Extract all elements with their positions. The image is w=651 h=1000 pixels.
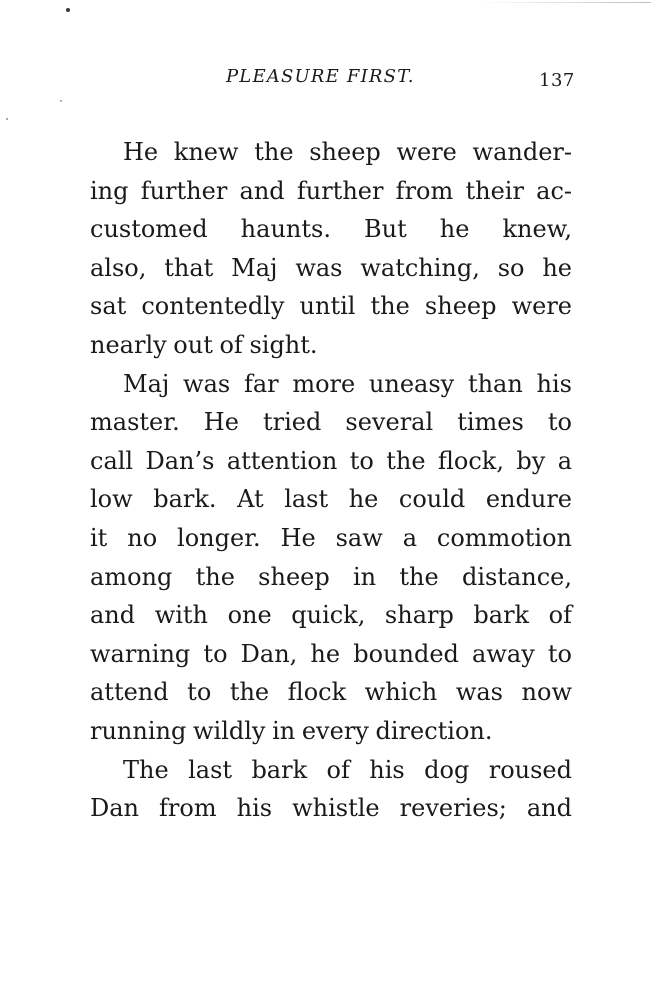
text-line: Dan from his whistle reveries; and (90, 794, 572, 823)
text-line: nearly out of sight. (90, 330, 318, 359)
text-line: ing further and further from their ac- (90, 176, 572, 205)
body-text (90, 133, 572, 828)
text-line: attend to the flock which was now (90, 678, 572, 707)
text-line: Maj was far more uneasy than his (123, 369, 572, 398)
text-line: call Dan’s attention to the flock, by a (90, 446, 572, 475)
text-line: and with one quick, sharp bark of (90, 601, 572, 630)
text-line: low bark. At last he could endure (90, 485, 572, 514)
print-speck (60, 100, 62, 102)
text-line: He knew the sheep were wander- (123, 138, 572, 166)
running-head: PLEASURE FIRST. (226, 66, 415, 87)
text-line: master. He tried several times to (90, 408, 572, 437)
print-speck (66, 8, 70, 12)
text-line: running wildly in every direction. (90, 716, 493, 745)
text-line: also, that Maj was watching, so he (90, 253, 572, 282)
text-line: among the sheep in the distance, (90, 562, 572, 591)
print-speck (6, 118, 8, 120)
text-line: sat contentedly until the sheep were (90, 292, 572, 321)
text-line: warning to Dan, he bounded away to (90, 639, 572, 668)
text-line: The last bark of his dog roused (123, 755, 572, 784)
page-edge-line (481, 2, 651, 3)
page-number: 137 (539, 70, 575, 91)
text-line: customed haunts. But he knew, (90, 215, 572, 244)
text-line: it no longer. He saw a commotion (90, 523, 572, 552)
